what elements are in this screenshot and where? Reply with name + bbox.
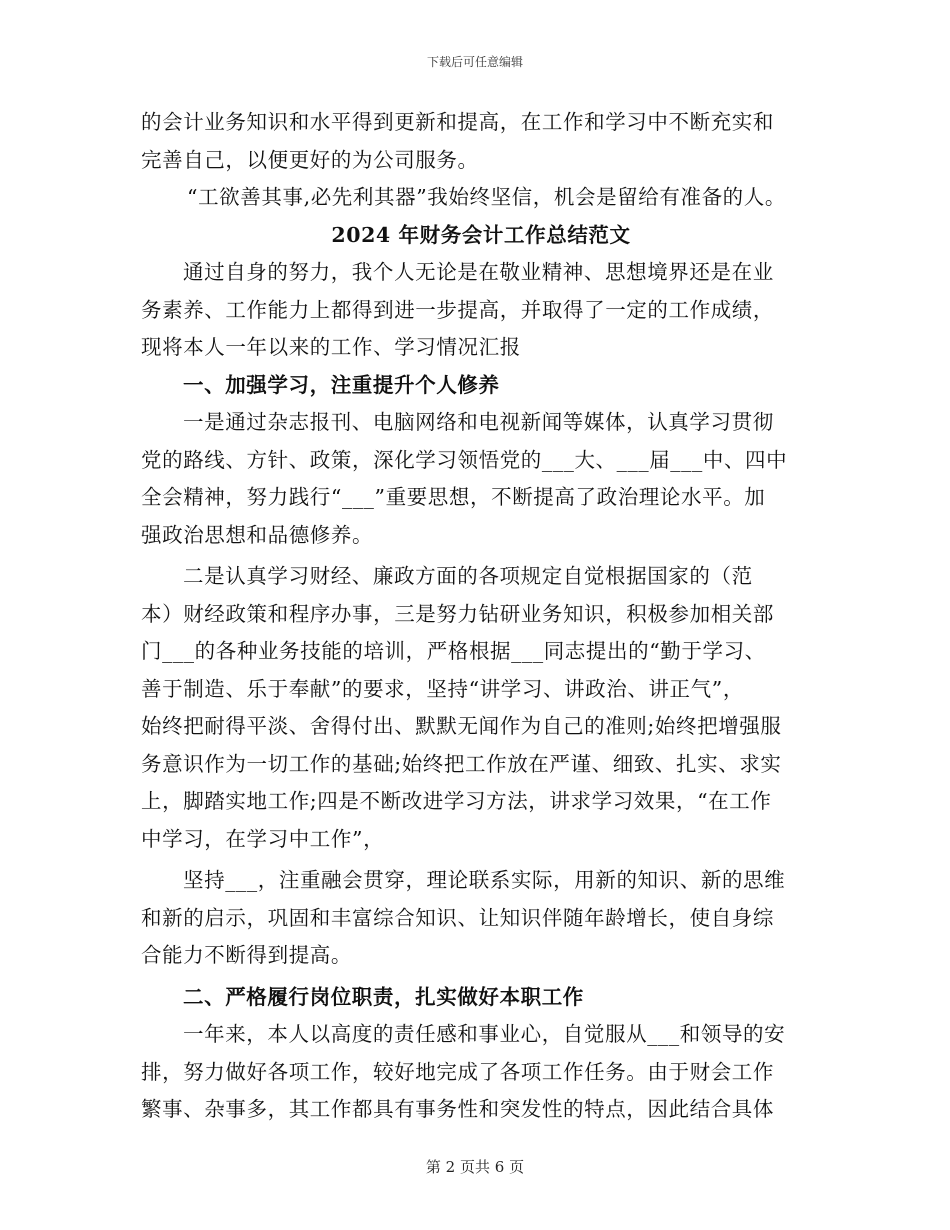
- section-heading-1: 一、加强学习，注重提升个人修养: [183, 372, 500, 397]
- paragraph-line: 强政治思想和品德修养。: [141, 522, 374, 547]
- paragraph-line: 和新的启示，巩固和丰富综合知识、让知识伴随年龄增长，使自身综: [141, 905, 774, 930]
- paragraph-line: 繁事、杂事多，其工作都具有事务性和突发性的特点，因此结合具体: [141, 1097, 774, 1121]
- paragraph-line: 现将本人一年以来的工作、学习情况汇报: [141, 335, 521, 359]
- document-body: [141, 104, 813, 1129]
- paragraph-line: 全会精神，努力践行“___”重要思想，不断提高了政治理论水平。加: [141, 485, 766, 509]
- paragraph-line: 的会计业务知识和水平得到更新和提高，在工作和学习中不断充实和: [141, 110, 774, 134]
- paragraph-line: 中学习，在学习中工作”，: [141, 826, 385, 851]
- paragraph-line: 党的路线、方针、政策，深化学习领悟党的___大、___届___中、四中: [141, 447, 788, 472]
- paragraph-line: 务意识作为一切工作的基础;始终把工作放在严谨、细致、扎实、求实: [141, 751, 782, 776]
- paragraph-line: 上，脚踏实地工作;四是不断改进学习方法，讲求学习效果，“在工作: [141, 789, 772, 813]
- paragraph-line: 门___的各种业务技能的培训，严格根据___同志提出的“勤于学习、: [141, 639, 766, 663]
- paragraph-line: 善于制造、乐于奉献”的要求，坚持“讲学习、讲政治、讲正气”，: [141, 676, 744, 701]
- paragraph-line: 本）财经政策和程序办事，三是努力钻研业务知识，积极参加相关部: [141, 601, 774, 626]
- paragraph-line: 通过自身的努力，我个人无论是在敬业精神、思想境界还是在业: [183, 260, 774, 284]
- document-title: 2024 年财务会计工作总结范文: [331, 222, 631, 247]
- paragraph-line: 二是认真学习财经、廉政方面的各项规定自觉根据国家的（范: [183, 564, 753, 588]
- paragraph-line: 务素养、工作能力上都得到进一步提高，并取得了一定的工作成绩，: [141, 297, 774, 322]
- page-footer: 第 2 页共 6 页: [425, 1158, 525, 1176]
- paragraph-line: 排，努力做好各项工作，较好地完成了各项工作任务。由于财会工作: [141, 1059, 774, 1084]
- paragraph-line: 完善自己，以便更好的为公司服务。: [141, 147, 479, 172]
- page-header: 下载后可任意编辑: [426, 55, 523, 69]
- paragraph-line: 合能力不断得到提高。: [141, 943, 352, 967]
- paragraph-line: 始终把耐得平淡、舍得付出、默默无闻作为自己的准则;始终把增强服: [141, 714, 782, 738]
- quote-line: “工欲善其事,必先利其器”我始终坚信，机会是留给有准备的人。: [187, 185, 786, 209]
- paragraph-line: 坚持___，注重融会贯穿，理论联系实际，用新的知识、新的思维: [183, 868, 786, 892]
- section-heading-2: 二、严格履行岗位职责，扎实做好本职工作: [183, 984, 584, 1009]
- paragraph-line: 一年来，本人以高度的责任感和事业心，自觉服从___和领导的安: [183, 1022, 786, 1046]
- paragraph-line: 一是通过杂志报刊、电脑网络和电视新闻等媒体，认真学习贯彻: [183, 410, 774, 434]
